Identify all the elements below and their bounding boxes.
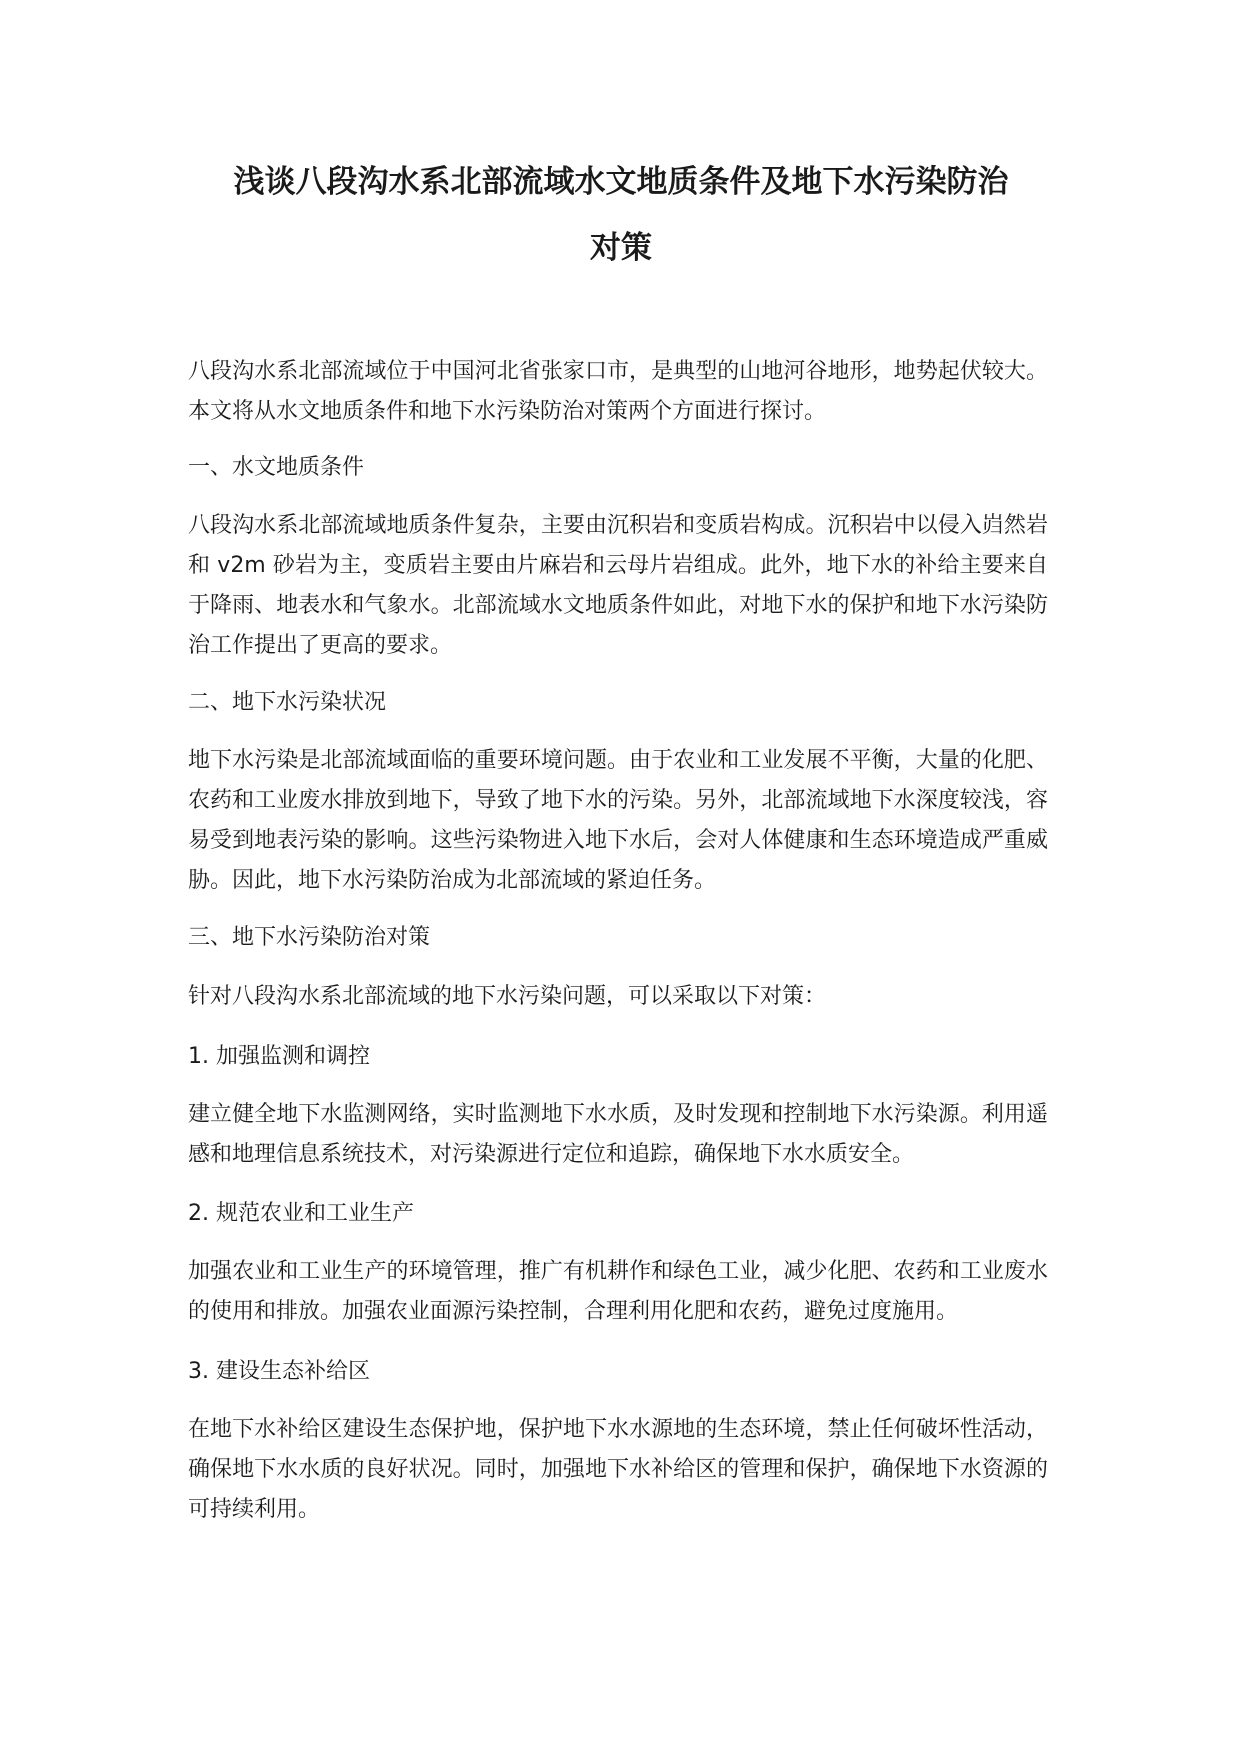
- item-2-paragraph: 加强农业和工业生产的环境管理，推广有机耕作和绿色工业，减少化肥、农药和工业废水的使用和排放。加强农业面源污染控制，合理利用化肥和农药，避免过度施用。: [188, 1259, 1048, 1324]
- section-1-paragraph: 八段沟水系北部流域地质条件复杂，主要由沉积岩和变质岩构成。沉积岩中以侵入岿然岩和 v2m 砂岩为主，变质岩主要由片麻岩和云母片岩组成。此外，地下水的补给主要来自于降雨、地表水和气象水。北部流域水文地质条件如此，对地下水的保护和地下水污染防治工作提出了更高的要求。: [188, 513, 1048, 658]
- section-3-intro: 针对八段沟水系北部流域的地下水污染问题，可以采取以下对策：: [188, 984, 827, 1009]
- item-3-heading: 3. 建设生态补给区: [188, 1359, 370, 1384]
- section-3-heading: 三、地下水污染防治对策: [188, 925, 431, 950]
- section-2-paragraph: 地下水污染是北部流域面临的重要环境问题。由于农业和工业发展不平衡，大量的化肥、农药和工业废水排放到地下，导致了地下水的污染。另外，北部流域地下水深度较浅，容易受到地表污染的影响。这些污染物进入地下水后，会对人体健康和生态环境造成严重威胁。因此，地下水污染防治成为北部流域的紧迫任务。: [188, 748, 1048, 893]
- document-title-line-2: 对策: [590, 230, 652, 266]
- item-3-paragraph: 在地下水补给区建设生态保护地，保护地下水水源地的生态环境，禁止任何破坏性活动，确保地下水水质的良好状况。同时，加强地下水补给区的管理和保护，确保地下水资源的可持续利用。: [188, 1417, 1048, 1522]
- item-1-paragraph: 建立健全地下水监测网络，实时监测地下水水质，及时发现和控制地下水污染源。利用遥感和地理信息系统技术，对污染源进行定位和追踪，确保地下水水质安全。: [188, 1102, 1048, 1167]
- item-1-heading: 1. 加强监测和调控: [188, 1044, 370, 1069]
- intro-paragraph: 八段沟水系北部流域位于中国河北省张家口市，是典型的山地河谷地形，地势起伏较大。本文将从水文地质条件和地下水污染防治对策两个方面进行探讨。: [188, 359, 1048, 424]
- document-title-line-1: 浅谈八段沟水系北部流域水文地质条件及地下水污染防治: [233, 164, 1009, 200]
- item-2-heading: 2. 规范农业和工业生产: [188, 1201, 414, 1226]
- section-2-heading: 二、地下水污染状况: [188, 690, 387, 715]
- section-1-heading: 一、水文地质条件: [188, 455, 365, 480]
